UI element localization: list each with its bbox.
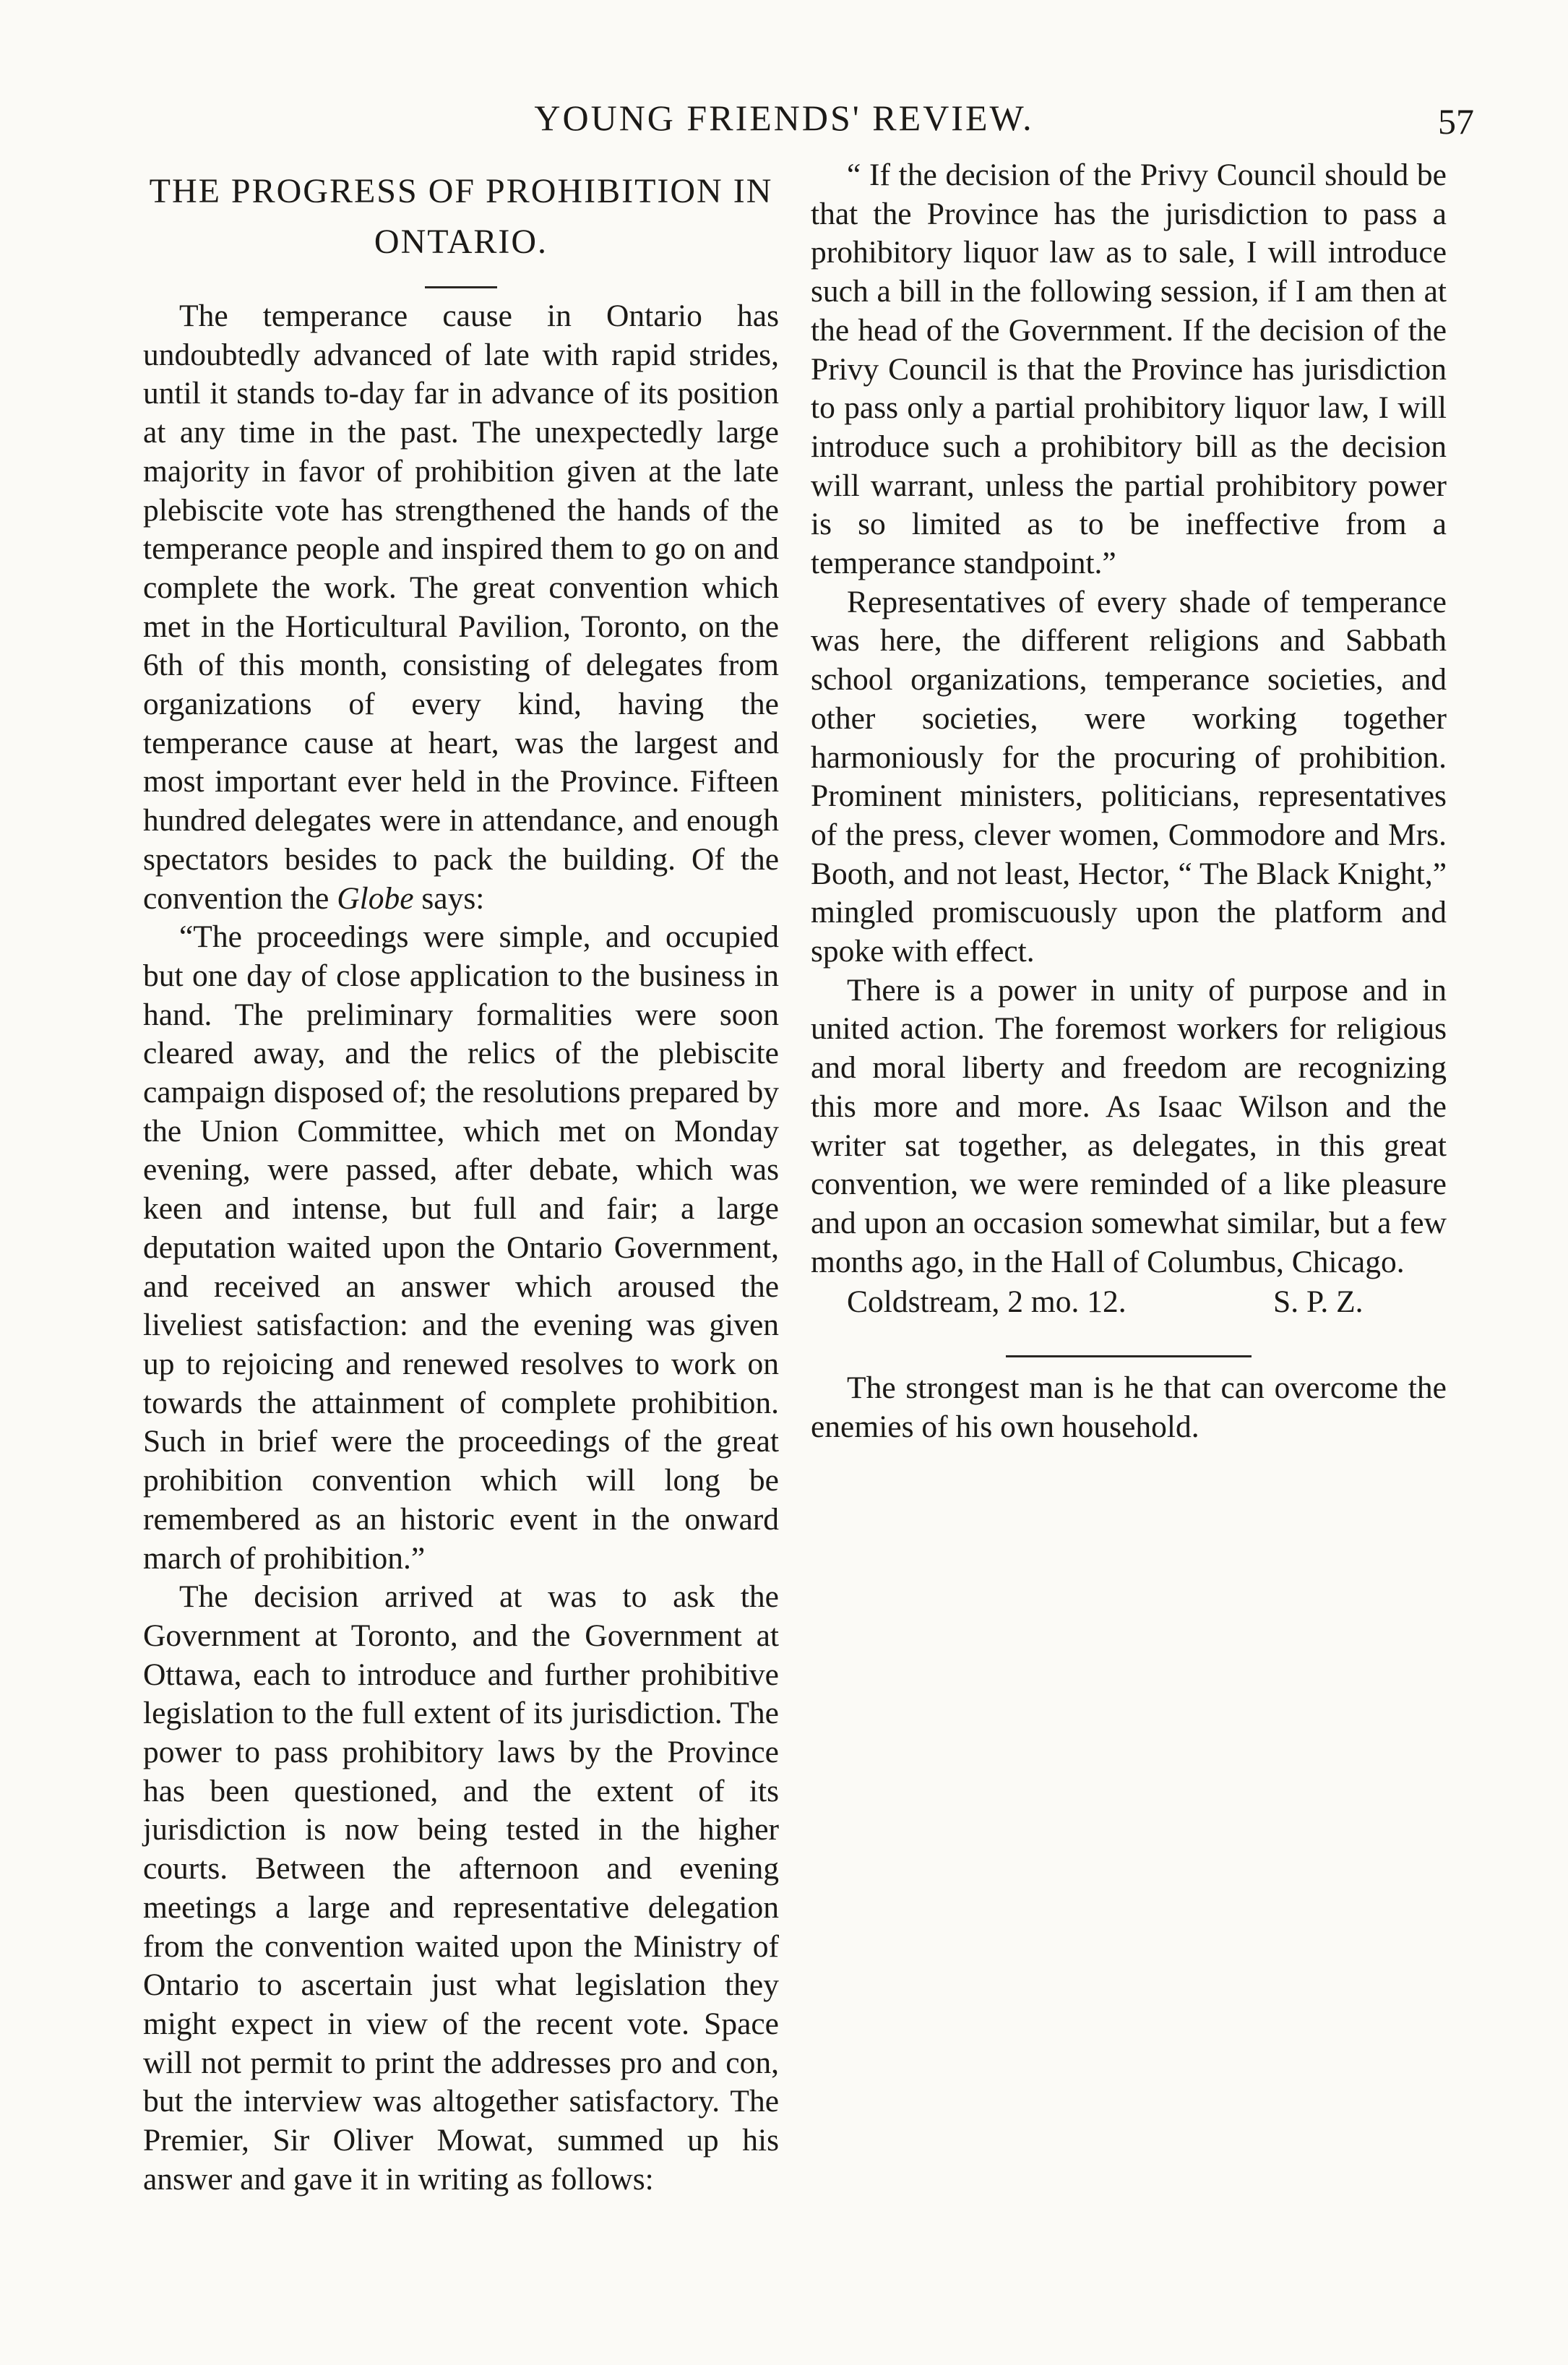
signoff-initials: S. P. Z. [1273, 1284, 1364, 1320]
newspaper-name: Globe [337, 880, 414, 916]
paragraph-text-end: says: [421, 880, 485, 916]
right-column [811, 156, 1447, 1447]
section-rule [1006, 1355, 1252, 1357]
running-header [0, 93, 1568, 150]
article-paragraph [143, 297, 779, 918]
article-paragraph: Representatives of every shade of temperance was here, the different religions and Sabbath school organizations, temperance societies, and other societies, were working together harmoniously for the procuring of prohibition. Prominent ministers, politicians, representatives of the press, clever women, Commodore and Mrs. Booth, and not least, Hector, “ The Black Knight,” mingled promiscuously upon the platform and spoke with effect. [811, 584, 1447, 969]
article-title: THE PROGRESS OF PROHIBITION IN ONTARIO. [149, 172, 773, 261]
premier-quotation: “ If the decision of the Privy Council should be that the Province has the jurisdiction to pass a prohibitory liquor law as to sale, I will introduce such a bill in the following session, if I am then at the head of the Government. If the decision of the Privy Council is that the Province has jurisdiction to pass only a partial prohibitory liquor law, I will introduce such a prohibitory bill as the decision will warrant, unless the partial prohibitory power is so limited as to be ineffective from a temperance standpoint.” [811, 158, 1447, 581]
article-paragraph: There is a power in unity of purpose and in united action. The foremost workers for religious and moral liberty and freedom are recognizing this more and more. As Isaac Wilson and the writer sat together, as delegates, in this great convention, we were reminded of a like pleasure and upon an occasion somewhat similar, but a few months ago, in the Hall of Columbus, Chicago. [811, 972, 1447, 1279]
page-number: 57 [1438, 101, 1474, 142]
filler-aphorism: The strongest man is he that can overcome the enemies of his own household. [811, 1370, 1447, 1445]
journal-title: YOUNG FRIENDS' REVIEW. [534, 98, 1034, 138]
title-rule [425, 286, 497, 288]
globe-quotation: “The proceedings were simple, and occupied but one day of close application to the business in hand. The preliminary formalities were soon cleared away, and the relics of the plebiscite campaign disposed of; the resolutions prepared by the Union Committee, which met on Monday evening, were passed, after debate, which was keen and intense, but full and fair; a large deputation waited upon the Ontario Government, and received an answer which aroused the liveliest satisfaction: and the evening was given up to rejoicing and renewed resolves to work on towards the attainment of complete prohibition. Such in brief were the proceedings of the great prohibition convention which will long be remembered as an historic event in the onward march of prohibition.” [143, 919, 779, 1576]
signoff-place: Coldstream, 2 mo. 12. [847, 1284, 1127, 1320]
signoff [811, 1283, 1447, 1323]
paragraph-text: The temperance cause in Ontario has undoubtedly advanced of late with rapid strides, until it stands to-day far in advance of its position at any time in the past. The unexpectedly large majority in favor of prohibition given at the late plebiscite vote has strengthened the hands of the temperance people and inspired them to go on and complete the work. The great convention which met in the Horticultural Pavilion, Toronto, on the 6th of this month, consisting of delegates from organizations of every kind, having the temperance cause at heart, was the largest and most important ever held in the Province. Fifteen hundred delegates were in attendance, and enough spectators besides to pack the building. Of the convention the [143, 299, 779, 916]
left-column [143, 156, 779, 2199]
article-paragraph: The decision arrived at was to ask the Government at Toronto, and the Government at Ottawa, each to introduce and further prohibitive legislation to the full extent of its jurisdiction. The power to pass prohibitory laws by the Province has been questioned, and the extent of its jurisdiction is now being tested in the higher courts. Between the afternoon and evening meetings a large and representative delegation from the convention waited upon the Ministry of Ontario to ascertain just what legislation they might expect in view of the recent vote. Space will not permit to print the addresses pro and con, but the interview was altogether satisfactory. The Premier, Sir Oliver Mowat, summed up his answer and gave it in writing as follows: [143, 1579, 779, 2197]
